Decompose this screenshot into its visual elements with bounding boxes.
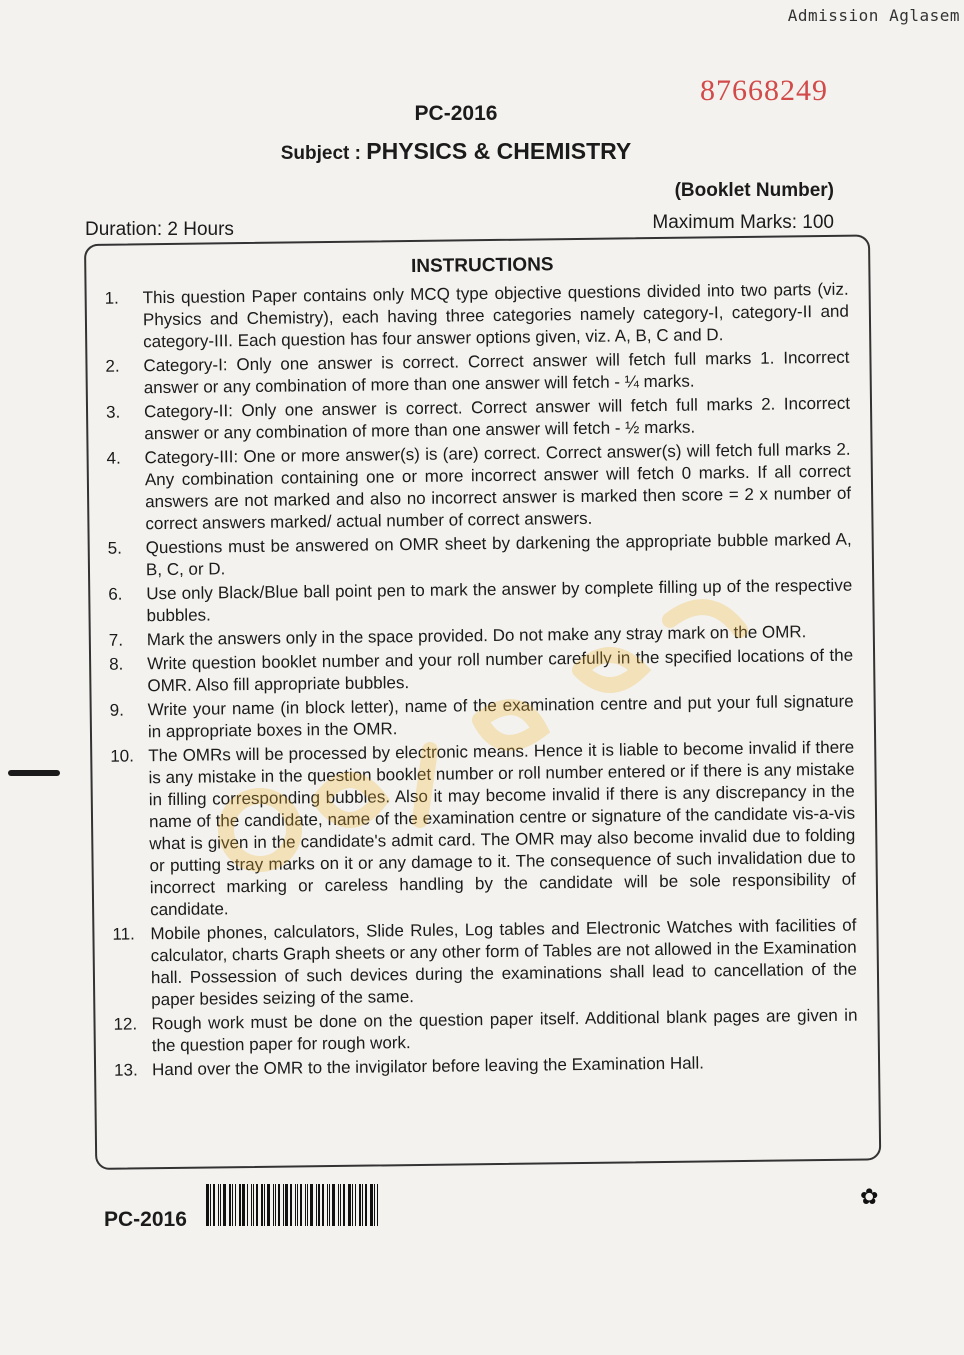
barcode-bar — [283, 1184, 284, 1226]
barcode-bar — [251, 1184, 252, 1226]
instruction-number: 4. — [106, 448, 121, 468]
serial-number: 87668249 — [700, 74, 828, 107]
barcode-bar — [218, 1184, 219, 1226]
instruction-number: 10. — [110, 746, 135, 766]
subject-line — [0, 138, 912, 165]
barcode-bar — [300, 1184, 302, 1226]
barcode-bar — [285, 1184, 288, 1226]
barcode-bar — [273, 1184, 274, 1226]
barcode-bar — [235, 1184, 236, 1226]
barcode-bar — [355, 1184, 356, 1226]
barcode-bar — [352, 1184, 353, 1226]
barcode-bar — [247, 1184, 248, 1226]
margin-mark — [8, 770, 60, 776]
barcode-bar — [264, 1184, 265, 1226]
barcode-bar — [210, 1184, 211, 1226]
instruction-number: 12. — [113, 1014, 138, 1034]
instruction-number: 6. — [108, 584, 123, 604]
instruction-text: Category-I: Only one answer is correct. Correct answer will fetch full marks 1. Incorrect answer or any combination of more than one answer will fetch - ¼ marks. — [143, 347, 850, 398]
barcode-bar — [310, 1184, 313, 1226]
barcode-bar — [206, 1184, 209, 1226]
instruction-item — [106, 439, 851, 536]
instruction-item — [113, 1005, 857, 1058]
barcode-bar — [220, 1184, 221, 1226]
instruction-text: Questions must be answered on OMR sheet by darkening the appropriate bubble marked A, B, C, or D. — [145, 529, 852, 580]
barcode-bar — [332, 1184, 335, 1226]
barcode-bar — [297, 1184, 298, 1226]
instruction-item — [105, 347, 849, 400]
barcode-bar — [322, 1184, 324, 1226]
barcode-bar — [278, 1184, 280, 1226]
instruction-item — [108, 575, 852, 628]
subject-name: PHYSICS & CHEMISTRY — [366, 138, 632, 164]
source-watermark: Admission Aglasem — [787, 6, 960, 25]
subject-prefix: Subject : — [280, 143, 367, 164]
instruction-text: Use only Black/Blue ball point pen to mark the answer by complete filling up of the respective bubbles. — [146, 575, 853, 626]
instruction-item — [112, 915, 857, 1012]
instruction-item — [108, 529, 852, 582]
barcode-bar — [232, 1184, 233, 1226]
instruction-item — [110, 737, 856, 922]
instruction-text: Mobile phones, calculators, Slide Rules, Log tables and Electronic Watches with facilities of calculator, charts Graph sheets or any other form of Tables are not allowed in the Examination hall. Possession of such devices during the examinations shall lead to cancellation of the paper besides seizing of the same. — [150, 915, 858, 1010]
barcode-bar — [239, 1184, 241, 1226]
barcode-bar — [295, 1184, 296, 1226]
instruction-number: 7. — [108, 630, 124, 650]
instruction-number: 2. — [105, 356, 120, 376]
instruction-text: Hand over the OMR to the invigilator before leaving the Examination Hall. — [151, 1053, 705, 1080]
instruction-number: 11. — [112, 924, 135, 944]
instructions-box — [84, 234, 881, 1170]
flower-icon: ✿ — [860, 1184, 879, 1209]
instruction-number: 3. — [105, 402, 121, 422]
barcode-bar — [365, 1184, 367, 1226]
barcode — [206, 1184, 410, 1226]
instructions-list — [87, 278, 879, 1081]
instruction-text: Write question booklet number and your roll number carefully in the specified locations of the OMR. Also fill appropriate bubbles. — [147, 645, 854, 696]
barcode-bar — [377, 1184, 378, 1226]
barcode-bar — [256, 1184, 258, 1226]
maximum-marks: Maximum Marks: 100 — [652, 212, 834, 233]
barcode-bar — [327, 1184, 328, 1226]
barcode-bar — [213, 1184, 215, 1226]
barcode-bar — [261, 1184, 263, 1226]
barcode-bar — [370, 1184, 373, 1226]
instruction-item — [110, 691, 854, 744]
instruction-number: 5. — [107, 538, 123, 558]
barcode-bar — [223, 1184, 226, 1226]
instruction-number: 9. — [109, 700, 125, 720]
barcode-bar — [253, 1184, 254, 1226]
instruction-text: Mark the answers only in the space provided. Do not make any stray mark on the OMR. — [146, 622, 807, 650]
instruction-number: 8. — [109, 654, 124, 674]
instruction-text: The OMRs will be processed by electronic means. Hence it is liable to become invalid if there is any mistake in the question booklet number or roll number entered or if there is any mistake in filling corresponding bubbles. Also it may become invalid if there is any discrepancy in the name of the candidate, name of the examination centre or signature of the candidate vis-a-vis what is given in the candidate's admit card. The OMR may also become invalid due to folding or putting stray marks on it or any damage to it. The consequence of such invalidation due to incorrect marking or careless handling by the candidate will be sole responsibility of candidate. — [148, 737, 856, 920]
barcode-bar — [338, 1184, 339, 1226]
instruction-text: Category-II: Only one answer is correct. Correct answer will fetch full marks 2. Incorrect answer or any combination of more than one answer will fetch - ½ marks. — [143, 393, 851, 444]
instruction-text: Rough work must be done on the question paper itself. Additional blank pages are given in the question paper for rough work. — [151, 1005, 858, 1056]
instruction-item — [106, 393, 850, 446]
barcode-bar — [340, 1184, 341, 1226]
instruction-item — [105, 279, 850, 354]
barcode-bar — [275, 1184, 276, 1226]
barcode-bar — [329, 1184, 330, 1226]
instruction-text: This question Paper contains only MCQ type objective questions divided into two parts (viz. Physics and Chemistry), each having three categories namely category-I, category-II and category-III. Each question has four answer options given, viz. A, B, C and D. — [142, 279, 849, 352]
instruction-text: Write your name (in block letter), name of the examination centre and put your full signature in appropriate boxes in the OMR. — [147, 691, 854, 742]
barcode-bar — [229, 1184, 231, 1226]
barcode-bar — [242, 1184, 245, 1226]
barcode-bar — [359, 1184, 361, 1226]
duration: Duration: 2 Hours — [85, 219, 234, 240]
booklet-number-label: (Booklet Number) — [674, 180, 834, 201]
barcode-bar — [348, 1184, 351, 1226]
barcode-bar — [343, 1184, 345, 1226]
instruction-number: 1. — [104, 288, 119, 308]
barcode-bar — [318, 1184, 320, 1226]
footer-paper-code: PC-2016 — [104, 1208, 187, 1231]
instruction-number: 13. — [113, 1060, 138, 1080]
paper-code: PC-2016 — [414, 102, 498, 125]
barcode-bar — [362, 1184, 363, 1226]
barcode-bar — [267, 1184, 270, 1226]
instruction-item — [109, 645, 853, 698]
barcode-bar — [374, 1184, 375, 1226]
barcode-bar — [305, 1184, 306, 1226]
barcode-bar — [316, 1184, 317, 1226]
barcode-bar — [290, 1184, 292, 1226]
instruction-text: Category-III: One or more answer(s) is (are) correct. Correct answer(s) will fetch full marks 2. Any combination containing one or more incorrect answer will fetch 0 marks. If all correct answers are not marked and also no incorrect answer is marked then score = 2 x number of correct answers marked/ actual number of correct answers. — [144, 439, 852, 534]
barcode-bar — [307, 1184, 308, 1226]
instructions-title: INSTRUCTIONS — [410, 254, 554, 278]
